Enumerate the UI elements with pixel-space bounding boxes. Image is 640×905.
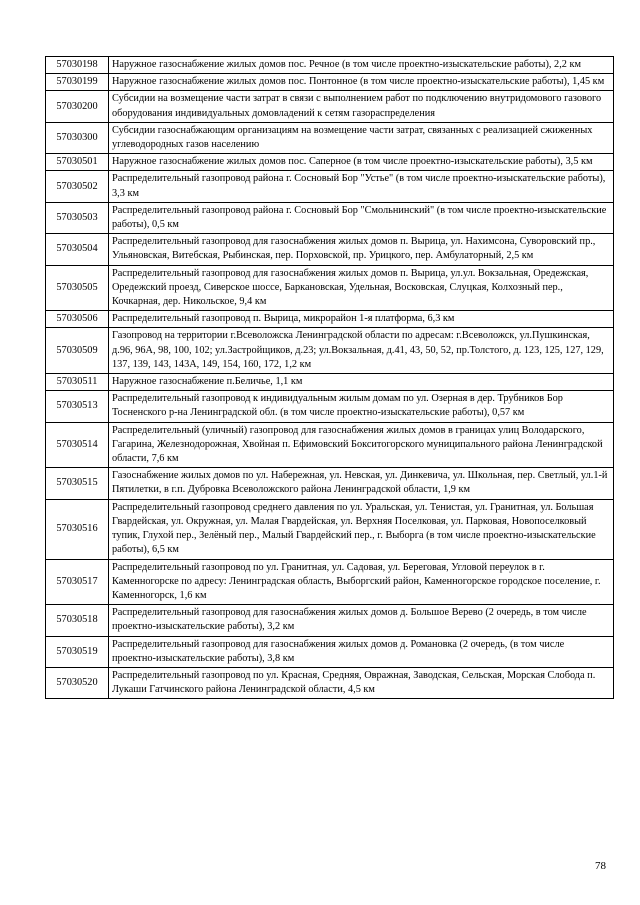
row-code: 57030509	[46, 328, 109, 374]
table-row	[46, 91, 614, 122]
table-row	[46, 328, 614, 374]
table-row	[46, 122, 614, 153]
row-code: 57030503	[46, 202, 109, 233]
row-description: Субсидии газоснабжающим организациям на возмещение части затрат, связанных с реализацией сжиженных углеводородных газов населению	[109, 122, 614, 153]
row-code: 57030505	[46, 265, 109, 311]
table-row	[46, 391, 614, 422]
row-code: 57030517	[46, 559, 109, 605]
row-description: Газопровод на территории г.Всеволожска Ленинградской области по адресам: г.Всеволожск, ул.Пушкинская, д.96, 96А, 98, 100, 102; ул.Застройщиков, д.23; ул.Вокзальная, д.41, 43, 50, 52, пр.Толстого, д. 123, 125, 127, 129, 137, 139, 143, 143А, 149, 154, 160, 172, 1,2 км	[109, 328, 614, 374]
table-row	[46, 468, 614, 499]
row-code: 57030501	[46, 154, 109, 171]
table-row	[46, 605, 614, 636]
table-row	[46, 154, 614, 171]
row-description: Субсидии на возмещение части затрат в связи с выполнением работ по подключению внутридомового газового оборудования индивидуальных домовладений к сетям газораспределения	[109, 91, 614, 122]
table-row	[46, 265, 614, 311]
row-code: 57030200	[46, 91, 109, 122]
table-row	[46, 374, 614, 391]
row-code: 57030519	[46, 636, 109, 667]
row-description: Распределительный газопровод для газоснабжения жилых домов п. Вырица, ул. Нахимсона, Суворовский пр., Ульяновская, Витебская, Рыбинская, пер. Порховской, пр. Урицкого, пер. Амбулаторный, 2,5 км	[109, 234, 614, 265]
table-row	[46, 57, 614, 74]
table-row	[46, 311, 614, 328]
row-description: Распределительный газопровод п. Вырица, микрорайон 1-я платформа, 6,3 км	[109, 311, 614, 328]
row-code: 57030511	[46, 374, 109, 391]
row-code: 57030516	[46, 499, 109, 559]
row-description: Распределительный газопровод района г. Сосновый Бор "Устье" (в том числе проектно-изыскательские работы), 3,3 км	[109, 171, 614, 202]
row-description: Распределительный газопровод среднего давления по ул. Уральская, ул. Тенистая, ул. Гранитная, ул. Большая Гвардейская, ул. Окружная, ул. Малая Гвардейская, ул. Верхняя Поселковая, ул. Парковая, Новопоселковый тупик, Глухой пер., Зелёный пер., Малый Гвардейский пер., г. Выборга (в том числе проектно-изыскательские работы), 6,5 км	[109, 499, 614, 559]
table-row	[46, 667, 614, 698]
row-description: Газоснабжение жилых домов по ул. Набережная, ул. Невская, ул. Динкевича, ул. Школьная, пер. Светлый, ул.1-й Пятилетки, в г.п. Дубровка Всеволожского района Ленинградской области, 1,9 км	[109, 468, 614, 499]
table-row	[46, 234, 614, 265]
row-code: 57030520	[46, 667, 109, 698]
row-code: 57030504	[46, 234, 109, 265]
row-description: Распределительный газопровод района г. Сосновый Бор "Смольнинский" (в том числе проектно-изыскательские работы), 0,5 км	[109, 202, 614, 233]
document-table-container	[45, 56, 613, 699]
table-row	[46, 499, 614, 559]
row-description: Распределительный газопровод для газоснабжения жилых домов д. Романовка (2 очередь, (в том числе проектно-изыскательские работы), 3,8 км	[109, 636, 614, 667]
table-row	[46, 559, 614, 605]
table-body	[46, 57, 614, 699]
row-description: Распределительный газопровод для газоснабжения жилых домов п. Вырица, ул.ул. Вокзальная, Оредежская, Оредежский проезд, Сиверское шоссе, Баркановская, Удельная, Восковская, Слуцкая, Колхозный пер., Кочкарная, дер. Никольское, 9,4 км	[109, 265, 614, 311]
document-table	[45, 56, 614, 699]
row-description: Наружное газоснабжение жилых домов пос. Саперное (в том числе проектно-изыскательские работы), 3,5 км	[109, 154, 614, 171]
row-code: 57030502	[46, 171, 109, 202]
row-description: Распределительный газопровод по ул. Гранитная, ул. Садовая, ул. Береговая, Угловой переулок в г. Каменногорске по адресу: Ленинградская область, Выборгский район, Каменногорское городское поселение, г. Каменногорск, 1,6 км	[109, 559, 614, 605]
row-code: 57030198	[46, 57, 109, 74]
row-description: Наружное газоснабжение жилых домов пос. Речное (в том числе проектно-изыскательские работы), 2,2 км	[109, 57, 614, 74]
table-row	[46, 422, 614, 468]
row-description: Распределительный газопровод для газоснабжения жилых домов д. Большое Верево (2 очередь, в том числе проектно-изыскательские работы), 3,2 км	[109, 605, 614, 636]
row-code: 57030518	[46, 605, 109, 636]
table-row	[46, 636, 614, 667]
row-code: 57030513	[46, 391, 109, 422]
row-code: 57030514	[46, 422, 109, 468]
table-row	[46, 202, 614, 233]
row-code: 57030506	[46, 311, 109, 328]
row-description: Наружное газоснабжение п.Беличье, 1,1 км	[109, 374, 614, 391]
page-number: 78	[595, 860, 606, 872]
row-description: Распределительный газопровод по ул. Красная, Средняя, Овражная, Заводская, Сельская, Морская Слобода п. Лукаши Гатчинского района Ленинградской области, 4,5 км	[109, 667, 614, 698]
table-row	[46, 74, 614, 91]
row-code: 57030199	[46, 74, 109, 91]
row-description: Наружное газоснабжение жилых домов пос. Понтонное (в том числе проектно-изыскательские работы), 1,45 км	[109, 74, 614, 91]
table-row	[46, 171, 614, 202]
row-code: 57030300	[46, 122, 109, 153]
row-description: Распределительный (уличный) газопровод для газоснабжения жилых домов в границах улиц Володарского, Гагарина, Железнодорожная, Хвойная п. Ефимовский Бокситогорского муниципального района Ленинградской области, 7,6 км	[109, 422, 614, 468]
row-code: 57030515	[46, 468, 109, 499]
row-description: Распределительный газопровод к индивидуальным жилым домам по ул. Озерная в дер. Трубников Бор Тосненского р-на Ленинградской обл. (в том числе проектно-изыскательские работы), 0,57 км	[109, 391, 614, 422]
